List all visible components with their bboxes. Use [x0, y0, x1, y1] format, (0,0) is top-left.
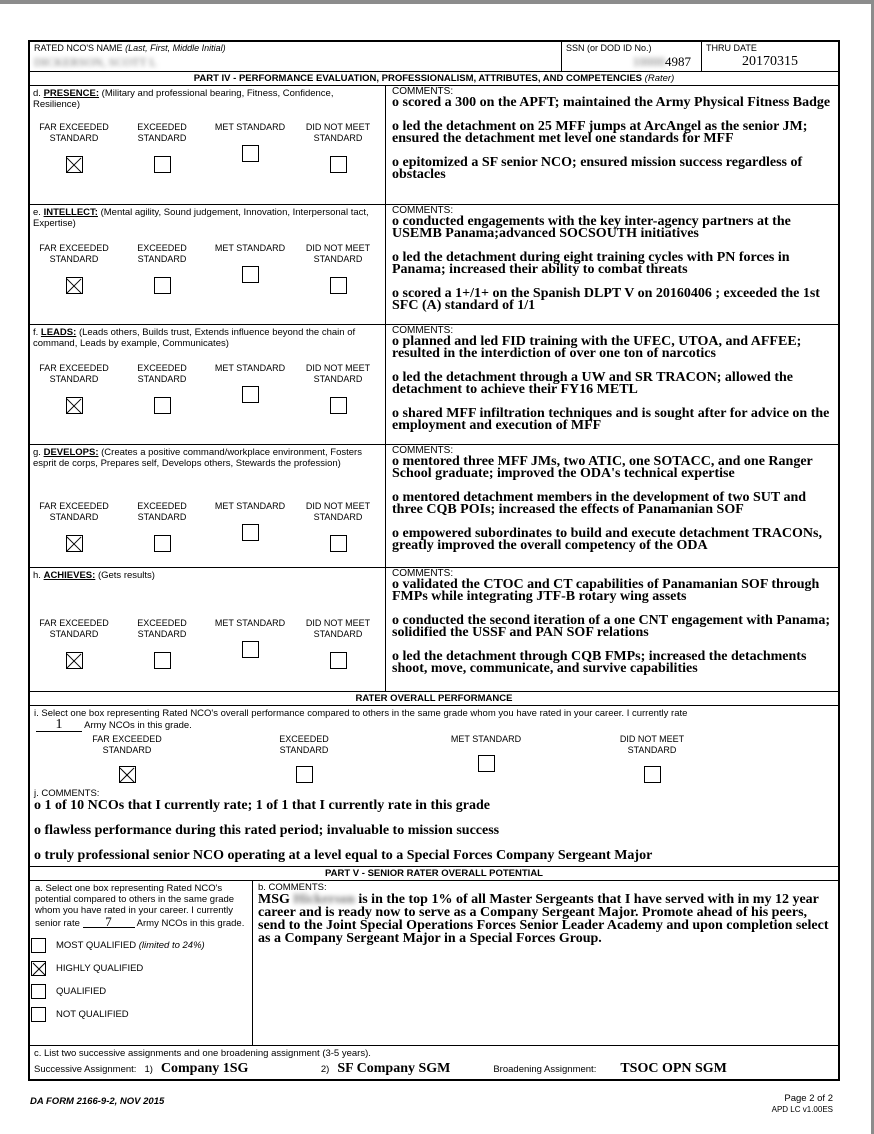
- rating-checkbox[interactable]: [66, 156, 83, 173]
- option-checkbox[interactable]: [31, 938, 46, 953]
- part4-title: [30, 72, 838, 86]
- rater-comment-bullet[interactable]: o truly professional senior NCO operating at a level equal to a Special Forces Company Sergeant Major: [34, 848, 653, 863]
- section-desc: (Leads others, Builds trust, Extends influence beyond the chain of command, Leads by example, Communicates): [33, 327, 356, 349]
- option-label: NOT QUALIFIED: [56, 1009, 129, 1020]
- section-left: [30, 445, 386, 567]
- rating-checkbox[interactable]: [66, 535, 83, 552]
- rating-label: DID NOT MEET STANDARD: [305, 501, 371, 522]
- rating-checkbox[interactable]: [296, 766, 313, 783]
- rating-label: FAR EXCEEDED STANDARD: [39, 243, 109, 264]
- section-left: [30, 86, 386, 204]
- assignments-row: [34, 1061, 834, 1077]
- option-qualified: [33, 980, 249, 1003]
- section-desc: (Gets results): [97, 570, 155, 581]
- rating-label: EXCEEDED STANDARD: [279, 734, 329, 755]
- section-title: [33, 207, 382, 229]
- rating-did-not-meet: [294, 363, 382, 414]
- ssn-label: SSN (or DOD ID No.): [566, 43, 652, 53]
- rater-rating-group: [34, 734, 834, 783]
- rating-group: [30, 363, 386, 414]
- comment-bullet: o led the detachment during eight training cycles with PN forces in Panama; increased their ability to combat threats: [392, 250, 790, 277]
- section-presence: [30, 86, 838, 205]
- rating-met: [206, 243, 294, 294]
- option-checkbox[interactable]: [31, 961, 46, 976]
- assignments-instruction: c. List two successive assignments and one broadening assignment (3-5 years).: [34, 1048, 371, 1059]
- comment-body: is in the top 1% of all Master Sergeants that I have served with in my 12 year career and is ready now to serve as a Company Sergeant Major. Promote ahead of his peers, send to the Joint Special Operations Forces Senior Leader Academy and upon completion select as a Company Sergeant Major in a Special Forces Group.: [258, 892, 829, 946]
- rating-label: EXCEEDED STANDARD: [137, 363, 187, 384]
- comments-label: b. COMMENTS:: [258, 882, 327, 893]
- page-edge: [0, 0, 874, 4]
- rating-checkbox[interactable]: [154, 652, 171, 669]
- successive-assignment-1[interactable]: Company 1SG: [160, 1061, 249, 1076]
- option-note: (limited to 24%): [138, 940, 205, 951]
- rating-exceeded: [118, 122, 206, 173]
- rating-checkbox[interactable]: [66, 277, 83, 294]
- broadening-label: Broadening Assignment:: [493, 1064, 597, 1075]
- rating-label: EXCEEDED STANDARD: [137, 122, 187, 143]
- section-leads: [30, 325, 838, 445]
- option-checkbox[interactable]: [31, 1007, 46, 1022]
- rater-overall-title: RATER OVERALL PERFORMANCE: [30, 692, 838, 706]
- section-comments[interactable]: [386, 86, 838, 204]
- rating-label: DID NOT MEET STANDARD: [305, 618, 371, 639]
- rating-label: DID NOT MEET STANDARD: [305, 243, 371, 264]
- rater-rating-did-not-meet: [612, 734, 692, 783]
- rating-exceeded: [118, 501, 206, 552]
- option-highly-qualified: [33, 957, 249, 980]
- senior-rater-question-text: a. Select one box representing Rated NCO's potential compared to others in the same grade whom you have rated in your career. I currently senior rate: [35, 883, 235, 929]
- rater-comments-label: j. COMMENTS:: [34, 788, 100, 799]
- rating-far-exceeded: [30, 618, 118, 669]
- option-label: HIGHLY QUALIFIED: [56, 963, 144, 974]
- name-label: [34, 43, 557, 53]
- rating-checkbox[interactable]: [66, 397, 83, 414]
- comment-name-redacted: Hickerson: [293, 892, 355, 907]
- rating-group: [30, 122, 386, 173]
- rating-label: FAR EXCEEDED STANDARD: [39, 501, 109, 522]
- comments-label: COMMENTS:: [392, 568, 454, 579]
- comment-bullet: o scored a 1+/1+ on the Spanish DLPT V on 20160406 ; exceeded the 1st SFC (A) standard of 1/1: [392, 286, 820, 313]
- option-most-qualified: [33, 934, 249, 957]
- rater-comment-bullet[interactable]: o flawless performance during this rated period; invaluable to mission success: [34, 823, 500, 838]
- comment-bullet: o led the detachment through CQB FMPs; increased the detachments shoot, move, communicate, and survive capabilities: [392, 649, 807, 676]
- senior-rater-count-suffix: Army NCOs in this grade.: [136, 918, 245, 929]
- section-left: [30, 325, 386, 444]
- rating-checkbox[interactable]: [330, 535, 347, 552]
- rating-label: MET STANDARD: [214, 122, 286, 132]
- section-desc: (Creates a positive command/workplace environment, Fosters esprit de corps, Prepares self, Develops others, Stewards the profession): [33, 447, 362, 469]
- rating-label: FAR EXCEEDED STANDARD: [39, 363, 109, 384]
- rating-exceeded: [118, 618, 206, 669]
- rating-label: EXCEEDED STANDARD: [137, 243, 187, 264]
- evaluation-form: [28, 40, 840, 1081]
- second-num: 2): [320, 1064, 330, 1075]
- rating-label: DID NOT MEET STANDARD: [305, 122, 371, 143]
- rater-rating-exceeded: [264, 734, 344, 783]
- name-label-text: RATED NCO'S NAME: [34, 43, 123, 53]
- rating-checkbox[interactable]: [330, 277, 347, 294]
- rating-label: FAR EXCEEDED STANDARD: [92, 734, 162, 755]
- rater-instruction-text: i. Select one box representing Rated NCO's overall performance compared to others in the same grade whom you have rated in your career. I currently rate: [34, 708, 688, 719]
- rating-checkbox[interactable]: [330, 397, 347, 414]
- rating-checkbox[interactable]: [154, 277, 171, 294]
- comment-bullet: o validated the CTOC and CT capabilities of Panamanian SOF through FMPs while integrating JTF-B rotary wing assets: [392, 577, 820, 604]
- section-comments[interactable]: [386, 205, 838, 324]
- successive-assignment-2[interactable]: SF Company SGM: [337, 1061, 451, 1076]
- assignments-section: [30, 1046, 838, 1079]
- ssn-cell: [562, 42, 702, 71]
- rating-did-not-meet: [294, 618, 382, 669]
- comment-bullet: o mentored detachment members in the development of two SUT and three CQB POIs; increased the effects of Panamanian SOF: [392, 490, 807, 517]
- part4-title-suffix: (Rater): [644, 73, 675, 84]
- rating-checkbox[interactable]: [66, 652, 83, 669]
- rating-checkbox[interactable]: [242, 266, 259, 283]
- rating-checkbox[interactable]: [154, 156, 171, 173]
- section-desc: (Mental agility, Sound judgement, Innovation, Interpersonal tact, Expertise): [33, 207, 369, 229]
- section-left: [30, 568, 386, 691]
- name-hint: (Last, First, Middle Initial): [125, 43, 226, 53]
- section-name: DEVELOPS:: [43, 447, 99, 458]
- rating-label: FAR EXCEEDED STANDARD: [39, 618, 109, 639]
- rating-far-exceeded: [30, 122, 118, 173]
- rating-met: [206, 122, 294, 173]
- rating-checkbox[interactable]: [119, 766, 136, 783]
- senior-rater-potential: [30, 881, 253, 1045]
- successive-label: Successive Assignment:: [34, 1064, 137, 1075]
- option-checkbox[interactable]: [31, 984, 46, 999]
- option-label: MOST QUALIFIED: [56, 940, 137, 951]
- section-desc: (Military and professional bearing, Fitness, Confidence, Resilience): [33, 88, 334, 110]
- page-number: Page 2 of 2: [784, 1093, 833, 1104]
- comment-bullet: o planned and led FID training with the UFEC, UTOA, and AFFEE; resulted in the interdiction of over one ton of narcotics: [392, 334, 802, 361]
- rating-checkbox[interactable]: [154, 397, 171, 414]
- comment-bullet: o led the detachment on 25 MFF jumps at ArcAngel as the senior JM; ensured the detachment met level one standards for MFF: [392, 119, 808, 146]
- section-name: INTELLECT:: [43, 207, 98, 218]
- section-name: PRESENCE:: [43, 88, 100, 99]
- thru-label: THRU DATE: [706, 43, 757, 53]
- comments-label: COMMENTS:: [392, 205, 454, 216]
- comments-label: COMMENTS:: [392, 445, 454, 456]
- senior-rater-comments[interactable]: [253, 881, 838, 1045]
- rater-instruction: [34, 708, 834, 719]
- rating-checkbox[interactable]: [330, 156, 347, 173]
- rating-checkbox[interactable]: [242, 641, 259, 658]
- senior-rater-question: [33, 883, 249, 929]
- senior-rater-comment: [258, 893, 833, 945]
- rating-checkbox[interactable]: [242, 145, 259, 162]
- section-develops: [30, 445, 838, 568]
- name-cell: [30, 42, 562, 71]
- rating-checkbox[interactable]: [242, 386, 259, 403]
- rating-exceeded: [118, 363, 206, 414]
- rating-label: MET STANDARD: [450, 734, 522, 744]
- section-letter: e.: [33, 207, 41, 218]
- option-not-qualified: [33, 1003, 249, 1026]
- thru-value[interactable]: 20170315: [742, 54, 798, 69]
- comment-bullet: o led the detachment through a UW and SR TRACON; allowed the detachment to achieve their FY16 METL: [392, 370, 793, 397]
- rating-checkbox[interactable]: [478, 755, 495, 772]
- comment-bullet: o empowered subordinates to build and execute detachment TRACONs, greatly improved the overall competency of the ODA: [392, 526, 822, 553]
- rating-did-not-meet: [294, 501, 382, 552]
- section-letter: f.: [33, 327, 39, 338]
- rating-label: MET STANDARD: [214, 363, 286, 373]
- rater-count[interactable]: 1: [36, 719, 82, 732]
- rating-did-not-meet: [294, 243, 382, 294]
- name-value[interactable]: DICKERSON, SCOTT L: [34, 55, 157, 69]
- rating-group: [30, 243, 386, 294]
- thru-cell: [702, 42, 838, 71]
- rating-label: MET STANDARD: [214, 243, 286, 253]
- section-title: [33, 88, 382, 110]
- rater-count-suffix: Army NCOs in this grade.: [84, 720, 192, 731]
- header-row: [30, 42, 838, 72]
- rating-met: [206, 363, 294, 414]
- rating-checkbox[interactable]: [644, 766, 661, 783]
- section-left: [30, 205, 386, 324]
- part4-title-text: PART IV - PERFORMANCE EVALUATION, PROFESSIONALISM, ATTRIBUTES, AND COMPETENCIES: [193, 73, 643, 84]
- rater-rating-far-exceeded: [82, 734, 172, 783]
- section-letter: h.: [33, 570, 41, 581]
- broadening-assignment[interactable]: TSOC OPN SGM: [620, 1061, 727, 1076]
- comment-bullet: o epitomized a SF senior NCO; ensured mission success regardless of obstacles: [392, 155, 803, 182]
- comment-bullet: o conducted the second iteration of a one CNT engagement with Panama; solidified the USSF and PAN SOF relations: [392, 613, 830, 640]
- section-intellect: [30, 205, 838, 325]
- rating-met: [206, 501, 294, 552]
- section-name: ACHIEVES:: [43, 570, 96, 581]
- rating-group: [30, 501, 386, 552]
- comment-bullet: o mentored three MFF JMs, two ATIC, one SOTACC, and one Ranger School graduate; improved the ODA's technical expertise: [392, 454, 813, 481]
- senior-rater-count[interactable]: 7: [83, 916, 135, 928]
- rating-label: EXCEEDED STANDARD: [137, 501, 187, 522]
- rating-checkbox[interactable]: [330, 652, 347, 669]
- rater-rating-met: [446, 734, 526, 783]
- rater-overall-section: [30, 706, 838, 867]
- section-letter: g.: [33, 447, 41, 458]
- rating-did-not-meet: [294, 122, 382, 173]
- comment-rank: MSG: [258, 892, 290, 907]
- rating-label: MET STANDARD: [214, 618, 286, 628]
- rating-far-exceeded: [30, 243, 118, 294]
- option-label: QUALIFIED: [56, 986, 107, 997]
- rating-group: [30, 618, 386, 669]
- rating-exceeded: [118, 243, 206, 294]
- comment-bullet: o shared MFF infiltration techniques and is sought after for advice on the employment and execution of MFF: [392, 406, 830, 433]
- rating-label: DID NOT MEET STANDARD: [305, 363, 371, 384]
- section-title: [33, 327, 382, 349]
- section-achieves: [30, 568, 838, 692]
- ssn-value[interactable]: [566, 54, 697, 70]
- rating-label: EXCEEDED STANDARD: [137, 618, 187, 639]
- form-id: DA FORM 2166-9-2, NOV 2015: [30, 1096, 165, 1107]
- comment-bullet: o scored a 300 on the APFT; maintained the Army Physical Fitness Badge: [392, 95, 831, 110]
- senior-rater-section: [30, 881, 838, 1046]
- section-letter: d.: [33, 88, 41, 99]
- rating-label: MET STANDARD: [214, 501, 286, 511]
- comment-bullet: o conducted engagements with the key inter-agency partners at the USEMB Panama;advanced SOCSOUTH initiatives: [392, 214, 791, 241]
- comments-label: COMMENTS:: [392, 325, 454, 336]
- form-version: APD LC v1.00ES: [771, 1105, 833, 1114]
- rating-label: DID NOT MEET STANDARD: [619, 734, 685, 755]
- section-title: [33, 570, 382, 581]
- potential-options: [33, 934, 249, 1026]
- section-title: [33, 447, 382, 469]
- section-comments[interactable]: [386, 445, 838, 567]
- part5-title: PART V - SENIOR RATER OVERALL POTENTIAL: [30, 867, 838, 881]
- rating-label: FAR EXCEEDED STANDARD: [39, 122, 109, 143]
- comments-label: COMMENTS:: [392, 86, 454, 97]
- rating-far-exceeded: [30, 501, 118, 552]
- first-num: 1): [144, 1064, 153, 1075]
- ssn-last-four: 4987: [665, 54, 691, 69]
- rating-met: [206, 618, 294, 669]
- rating-checkbox[interactable]: [154, 535, 171, 552]
- section-comments[interactable]: [386, 325, 838, 444]
- section-name: LEADS:: [40, 327, 77, 338]
- ssn-redacted: 10000: [632, 54, 665, 69]
- rating-far-exceeded: [30, 363, 118, 414]
- rater-comment-bullet[interactable]: o 1 of 10 NCOs that I currently rate; 1 of 1 that I currently rate in this grade: [34, 798, 490, 813]
- page-info: [772, 1093, 833, 1115]
- rating-checkbox[interactable]: [242, 524, 259, 541]
- section-comments[interactable]: [386, 568, 838, 691]
- rater-count-line: [34, 719, 834, 732]
